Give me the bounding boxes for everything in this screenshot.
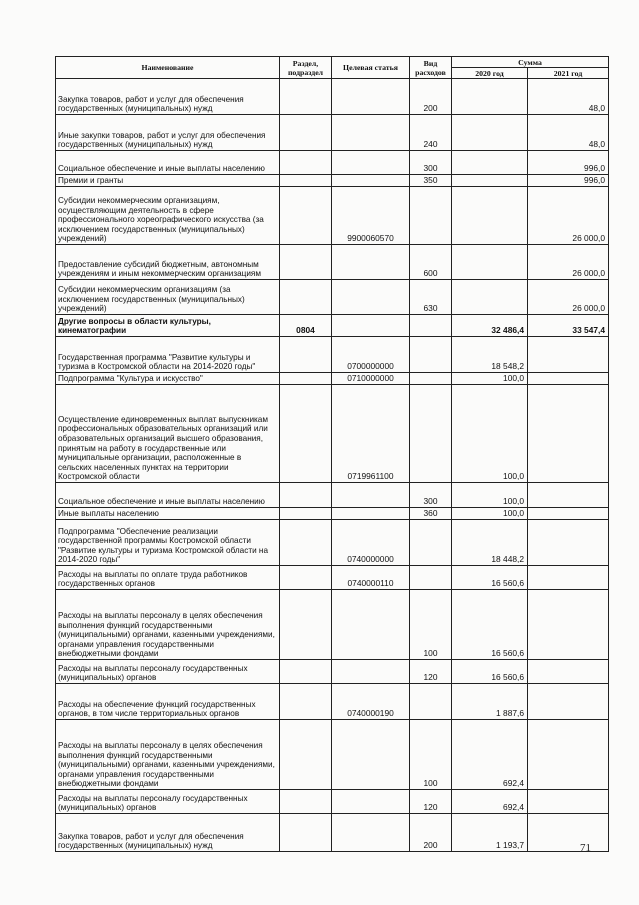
row-section	[280, 566, 332, 590]
row-value-2020: 16 560,6	[452, 566, 528, 590]
row-target	[332, 720, 410, 790]
row-value-2021	[528, 373, 609, 385]
table-row	[56, 483, 609, 508]
row-section	[280, 720, 332, 790]
row-section	[280, 115, 332, 151]
row-name: Расходы на выплаты по оплате труда работников государственных органов	[56, 566, 280, 590]
row-kind	[410, 566, 452, 590]
table-row	[56, 520, 609, 566]
row-value-2021	[528, 660, 609, 684]
header-sum: Сумма	[452, 57, 609, 68]
row-value-2020: 16 560,6	[452, 590, 528, 660]
row-value-2021: 48,0	[528, 115, 609, 151]
row-name: Другие вопросы в области культуры, кинематографии	[56, 315, 280, 337]
row-value-2021	[528, 483, 609, 508]
row-name: Расходы на обеспечение функций государственных органов, в том числе территориальных органов	[56, 684, 280, 720]
table-row	[56, 566, 609, 590]
row-value-2021: 996,0	[528, 151, 609, 175]
row-value-2020: 692,4	[452, 720, 528, 790]
table-row	[56, 115, 609, 151]
row-name: Премии и гранты	[56, 175, 280, 187]
row-value-2020: 1 887,6	[452, 684, 528, 720]
table-row	[56, 814, 609, 852]
header-year-2020: 2020 год	[452, 68, 528, 79]
row-value-2021	[528, 790, 609, 814]
row-name: Предоставление субсидий бюджетным, автономным учреждениям и иным некоммерческим организациям	[56, 245, 280, 280]
row-kind	[410, 520, 452, 566]
row-value-2021	[528, 385, 609, 483]
table-row	[56, 684, 609, 720]
row-name: Расходы на выплаты персоналу в целях обеспечения выполнения функций государственными (муниципальными) органами, казенными учреждениями, органами управления государственными внебюджетными фондами	[56, 720, 280, 790]
row-kind: 100	[410, 590, 452, 660]
row-target: 0740000110	[332, 566, 410, 590]
row-section: 0804	[280, 315, 332, 337]
table-header	[56, 57, 609, 79]
row-kind	[410, 187, 452, 245]
table-row	[56, 315, 609, 337]
row-value-2021: 26 000,0	[528, 187, 609, 245]
row-section	[280, 187, 332, 245]
table-row	[56, 508, 609, 520]
row-value-2020	[452, 280, 528, 315]
row-kind: 120	[410, 790, 452, 814]
row-name: Субсидии некоммерческим организациям, осуществляющим деятельность в сфере профессионального хореографического искусства (за исключением государственных (муниципальных) учреждений)	[56, 187, 280, 245]
row-name: Осуществление единовременных выплат выпускникам профессиональных образовательных организаций или образовательных организаций высшего образования, принятым на работу в государственные или муниципальные организации, расположенные в сельских населенных пунктах на территории Костромской области	[56, 385, 280, 483]
header-kind: Вид расходов	[410, 57, 452, 79]
row-value-2020: 18 548,2	[452, 337, 528, 373]
row-target	[332, 315, 410, 337]
row-value-2021	[528, 684, 609, 720]
row-section	[280, 151, 332, 175]
row-section	[280, 175, 332, 187]
row-section	[280, 337, 332, 373]
row-kind: 120	[410, 660, 452, 684]
row-value-2020: 16 560,6	[452, 660, 528, 684]
row-name: Иные выплаты населению	[56, 508, 280, 520]
table-body	[56, 79, 609, 852]
table-row	[56, 790, 609, 814]
table-row	[56, 373, 609, 385]
row-value-2020: 100,0	[452, 373, 528, 385]
row-target	[332, 790, 410, 814]
table-row	[56, 385, 609, 483]
row-value-2020	[452, 187, 528, 245]
row-target	[332, 245, 410, 280]
row-kind	[410, 684, 452, 720]
table-row	[56, 151, 609, 175]
header-target: Целевая статья	[332, 57, 410, 79]
row-value-2020	[452, 79, 528, 115]
row-value-2020: 100,0	[452, 385, 528, 483]
row-value-2021: 26 000,0	[528, 245, 609, 280]
row-target: 0710000000	[332, 373, 410, 385]
row-kind: 300	[410, 483, 452, 508]
row-target	[332, 590, 410, 660]
row-section	[280, 590, 332, 660]
row-section	[280, 385, 332, 483]
row-target: 0700000000	[332, 337, 410, 373]
row-value-2020: 100,0	[452, 483, 528, 508]
row-kind: 300	[410, 151, 452, 175]
row-value-2020	[452, 245, 528, 280]
row-name: Расходы на выплаты персоналу в целях обеспечения выполнения функций государственными (муниципальными) органами, казенными учреждениями, органами управления государственными внебюджетными фондами	[56, 590, 280, 660]
row-name: Расходы на выплаты персоналу государственных (муниципальных) органов	[56, 660, 280, 684]
row-section	[280, 280, 332, 315]
row-name: Подпрограмма "Обеспечение реализации государственной программы Костромской области "Развитие культуры и туризма Костромской области на 2014-2020 годы"	[56, 520, 280, 566]
row-target	[332, 79, 410, 115]
table-row	[56, 245, 609, 280]
row-value-2021	[528, 814, 609, 852]
row-target: 0740000190	[332, 684, 410, 720]
row-value-2021	[528, 566, 609, 590]
row-target	[332, 151, 410, 175]
row-kind	[410, 337, 452, 373]
row-name: Расходы на выплаты персоналу государственных (муниципальных) органов	[56, 790, 280, 814]
row-value-2020	[452, 115, 528, 151]
row-target: 9900060570	[332, 187, 410, 245]
row-name: Подпрограмма "Культура и искусство"	[56, 373, 280, 385]
row-name: Закупка товаров, работ и услуг для обеспечения государственных (муниципальных) нужд	[56, 79, 280, 115]
row-target	[332, 508, 410, 520]
row-section	[280, 373, 332, 385]
row-target: 0740000000	[332, 520, 410, 566]
row-section	[280, 684, 332, 720]
row-section	[280, 245, 332, 280]
table-row	[56, 280, 609, 315]
row-target	[332, 814, 410, 852]
row-section	[280, 508, 332, 520]
row-name: Субсидии некоммерческим организациям (за исключением государственных (муниципальных) учреждений)	[56, 280, 280, 315]
row-target	[332, 483, 410, 508]
row-kind: 600	[410, 245, 452, 280]
row-section	[280, 790, 332, 814]
table-row	[56, 79, 609, 115]
row-kind: 240	[410, 115, 452, 151]
row-kind: 200	[410, 814, 452, 852]
row-value-2021	[528, 337, 609, 373]
row-target: 0719961100	[332, 385, 410, 483]
row-section	[280, 483, 332, 508]
row-value-2021	[528, 590, 609, 660]
page-number: 71	[580, 842, 591, 854]
row-kind	[410, 373, 452, 385]
row-section	[280, 79, 332, 115]
row-name: Социальное обеспечение и иные выплаты населению	[56, 151, 280, 175]
row-name: Иные закупки товаров, работ и услуг для обеспечения государственных (муниципальных) нужд	[56, 115, 280, 151]
table-row	[56, 660, 609, 684]
row-name: Государственная программа "Развитие культуры и туризма в Костромской области на 2014-2020 годы"	[56, 337, 280, 373]
table-row	[56, 175, 609, 187]
row-value-2020: 1 193,7	[452, 814, 528, 852]
table-row	[56, 337, 609, 373]
header-name: Наименование	[56, 57, 280, 79]
row-section	[280, 660, 332, 684]
row-value-2021	[528, 508, 609, 520]
row-value-2020: 32 486,4	[452, 315, 528, 337]
table-row	[56, 590, 609, 660]
row-value-2021: 26 000,0	[528, 280, 609, 315]
row-target	[332, 660, 410, 684]
row-name: Закупка товаров, работ и услуг для обеспечения государственных (муниципальных) нужд	[56, 814, 280, 852]
row-kind: 350	[410, 175, 452, 187]
header-section: Раздел, подраздел	[280, 57, 332, 79]
row-value-2020: 18 448,2	[452, 520, 528, 566]
row-value-2021	[528, 520, 609, 566]
table-row	[56, 187, 609, 245]
row-kind	[410, 315, 452, 337]
row-value-2021: 48,0	[528, 79, 609, 115]
row-value-2021	[528, 720, 609, 790]
row-kind	[410, 385, 452, 483]
header-year-2021: 2021 год	[528, 68, 609, 79]
row-value-2020: 100,0	[452, 508, 528, 520]
row-value-2021: 996,0	[528, 175, 609, 187]
row-target	[332, 175, 410, 187]
row-kind: 100	[410, 720, 452, 790]
row-kind: 360	[410, 508, 452, 520]
row-target	[332, 280, 410, 315]
row-name: Социальное обеспечение и иные выплаты населению	[56, 483, 280, 508]
row-value-2020: 692,4	[452, 790, 528, 814]
row-target	[332, 115, 410, 151]
row-kind: 630	[410, 280, 452, 315]
row-value-2021: 33 547,4	[528, 315, 609, 337]
row-value-2020	[452, 151, 528, 175]
row-section	[280, 520, 332, 566]
row-section	[280, 814, 332, 852]
row-value-2020	[452, 175, 528, 187]
table-row	[56, 720, 609, 790]
row-kind: 200	[410, 79, 452, 115]
budget-table	[55, 56, 609, 852]
